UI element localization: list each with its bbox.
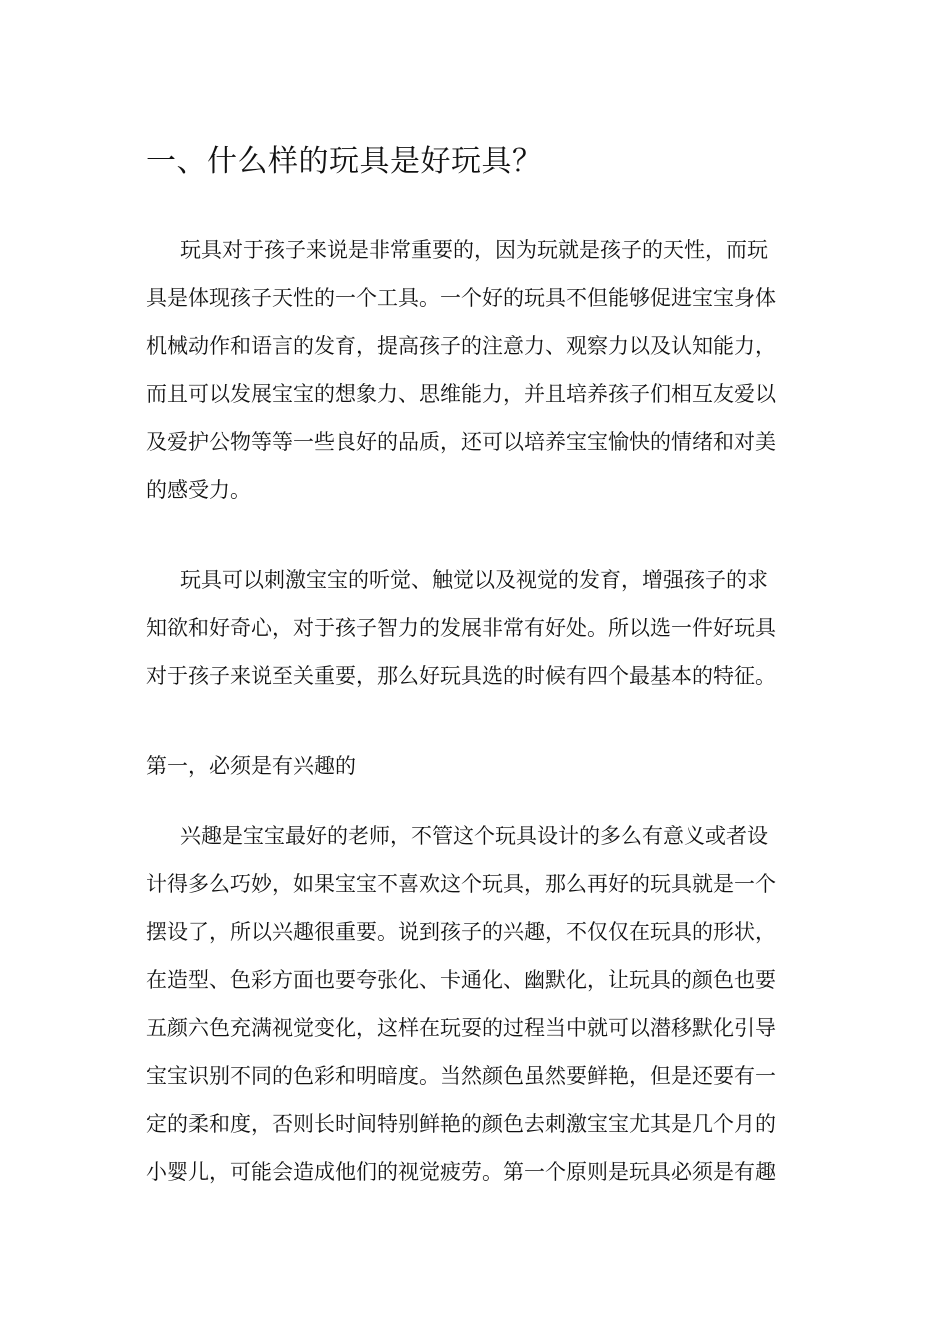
paragraph-line: 玩具对于孩子来说是非常重要的，因为玩就是孩子的天性，而玩 [180, 238, 768, 262]
subheading-first-principle [146, 742, 806, 790]
paragraph-line: 在造型、色彩方面也要夸张化、卡通化、幽默化，让玩具的颜色也要 [146, 968, 776, 992]
paragraph-line: 具是体现孩子天性的一个工具。一个好的玩具不但能够促进宝宝身体 [146, 286, 776, 310]
subheading-text: 第一，必须是有兴趣的 [146, 754, 356, 778]
paragraph-line: 知欲和好奇心，对于孩子智力的发展非常有好处。所以选一件好玩具 [146, 616, 776, 640]
paragraph-importance-of-toys [146, 226, 806, 514]
paragraph-line: 机械动作和语言的发育，提高孩子的注意力、观察力以及认知能力， [146, 334, 776, 358]
paragraph-line: 对于孩子来说至关重要，那么好玩具选的时候有四个最基本的特征。 [146, 664, 776, 688]
paragraph-toy-stimulation [146, 556, 806, 700]
paragraph-line: 及爱护公物等等一些良好的品质，还可以培养宝宝愉快的情绪和对美 [146, 430, 776, 454]
paragraph-line: 兴趣是宝宝最好的老师，不管这个玩具设计的多么有意义或者设 [180, 824, 768, 848]
paragraph-line: 玩具可以刺激宝宝的听觉、触觉以及视觉的发育，增强孩子的求 [180, 568, 768, 592]
paragraph-line: 定的柔和度，否则长时间特别鲜艳的颜色去刺激宝宝尤其是几个月的 [146, 1112, 776, 1136]
paragraph-line: 小婴儿，可能会造成他们的视觉疲劳。第一个原则是玩具必须是有趣 [146, 1160, 776, 1184]
section-heading: 一、什么样的玩具是好玩具？ [146, 144, 543, 179]
paragraph-line: 而且可以发展宝宝的想象力、思维能力，并且培养孩子们相互友爱以 [146, 382, 776, 406]
paragraph-line: 摆设了，所以兴趣很重要。说到孩子的兴趣，不仅仅在玩具的形状， [146, 920, 776, 944]
paragraph-line: 的感受力。 [146, 478, 251, 502]
paragraph-line: 宝宝识别不同的色彩和明暗度。当然颜色虽然要鲜艳，但是还要有一 [146, 1064, 776, 1088]
paragraph-interest [146, 812, 806, 1196]
paragraph-line: 计得多么巧妙，如果宝宝不喜欢这个玩具，那么再好的玩具就是一个 [146, 872, 776, 896]
paragraph-line: 五颜六色充满视觉变化，这样在玩耍的过程当中就可以潜移默化引导 [146, 1016, 776, 1040]
